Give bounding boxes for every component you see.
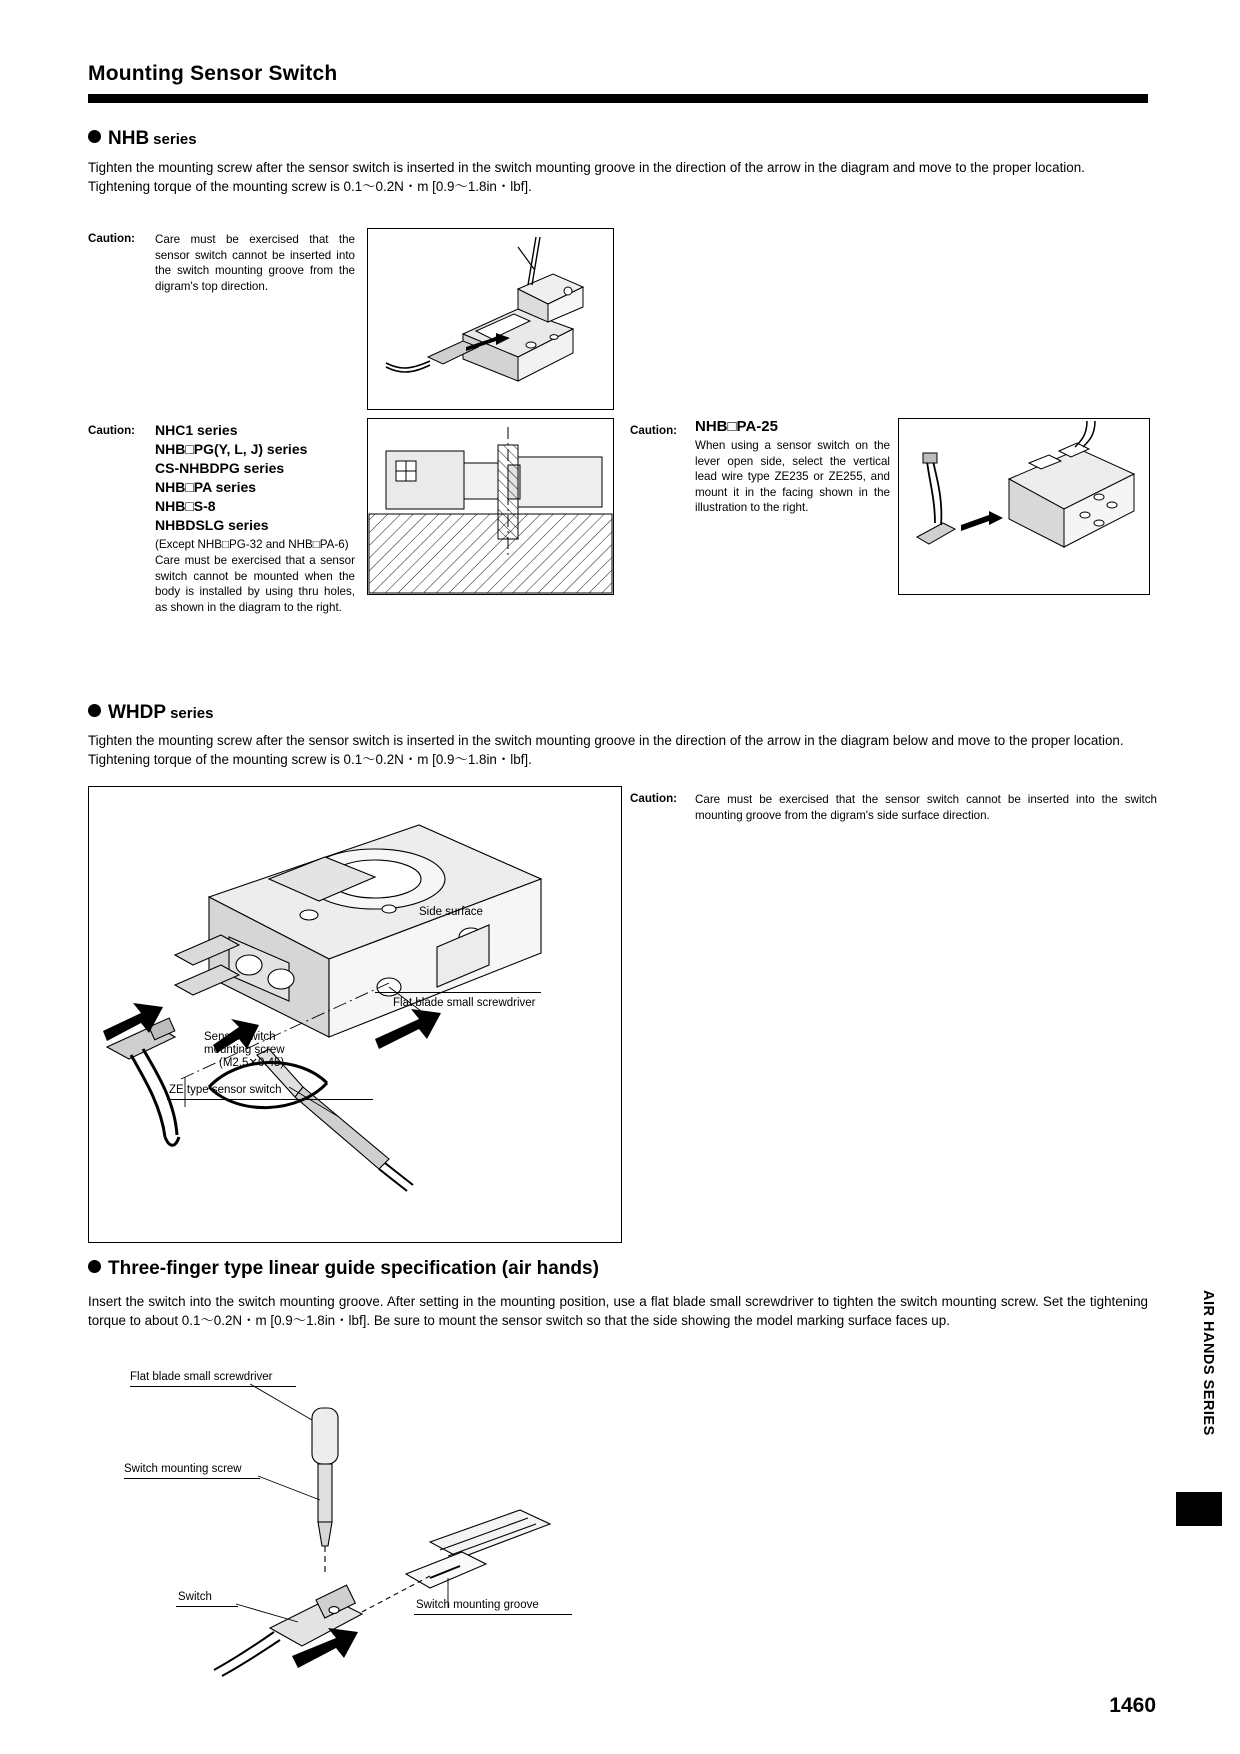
side-tab-marker (1176, 1492, 1222, 1526)
side-tab-series: AIR HANDS SERIES (1200, 1290, 1216, 1436)
caution3-heading: NHB□PA-25 (695, 418, 778, 435)
label-flat-blade-screwdriver: Flat blade small screwdriver (393, 997, 536, 1009)
caution1-text: Care must be exercised that the sensor switch cannot be inserted into the switch mounting groove from the digram's top direction. (155, 233, 355, 293)
whdp-caution-text: Care must be exercised that the sensor switch cannot be inserted into the switch mounting groove from the digram's side surface direction. (695, 793, 1157, 822)
section-nhb-title: NHB (108, 128, 150, 149)
section-three-finger-paragraph: Insert the switch into the switch mounting groove. After setting in the mounting position, use a flat blade small screwdriver to tighten the switch mounting screw. Set the tightening torque to about 0.1～0.2N・m [0.9～1.8in・lbf]. Be sure to mount the sensor switch so that the side showing the model marking surface faces up. (88, 1294, 1148, 1328)
caution1-label: Caution: (88, 232, 136, 245)
label-underline (176, 1606, 238, 1607)
caution3-label: Caution: (630, 424, 678, 437)
label-sensor-switch-mounting-screw-1: Sensor switch (204, 1031, 276, 1043)
series-item-1: NHB□PG(Y, L, J) series (155, 441, 308, 457)
caution2-text: Care must be exercised that a sensor switch cannot be mounted when the body is installed by using thru holes, as shown in the diagram to the right. (155, 554, 355, 614)
whdp-caution-label: Caution: (630, 792, 678, 805)
bullet-icon (88, 704, 101, 717)
label-ze-type-sensor-switch: ZE type sensor switch (169, 1084, 282, 1096)
section-heading-three-finger (88, 1258, 599, 1280)
label-sensor-switch-mounting-screw-2: mounting screw (204, 1044, 285, 1056)
figure-nhb-top-insertion (367, 228, 614, 410)
series-item-2: CS-NHBDPG series (155, 460, 285, 476)
label-side-surface: Side surface (419, 906, 483, 918)
label-tf-screwdriver: Flat blade small screwdriver (130, 1371, 273, 1383)
section-heading-whdp (88, 702, 213, 724)
caution2-except: (Except NHB□PG-32 and NHB□PA-6) (155, 538, 349, 551)
figure-nhb-pa25-lever (898, 418, 1150, 595)
section-nhb-paragraph: Tighten the mounting screw after the sensor switch is inserted in the switch mounting groove in the direction of the arrow in the diagram and move to the proper location. Tightening torque of the mounting screw is 0.1～0.2N・m [0.9～1.8in・lbf]. (88, 160, 1085, 194)
label-underline-2 (375, 992, 541, 993)
section-whdp-title: WHDP (108, 702, 167, 723)
label-tf-switch: Switch (178, 1591, 212, 1603)
label-tf-switch-mounting-screw: Switch mounting screw (124, 1463, 242, 1475)
label-underline (130, 1386, 296, 1387)
page-number: 1460 (1109, 1694, 1156, 1717)
bullet-icon (88, 130, 101, 143)
series-item-4: NHB□S-8 (155, 498, 216, 514)
section-nhb-subtitle: series (153, 131, 197, 148)
figure-whdp-assembly (88, 786, 622, 1243)
section-heading-nhb (88, 128, 197, 150)
caution3-text: When using a sensor switch on the lever open side, select the vertical lead wire type ZE235 or ZE255, and mount it in the facing shown in the illustration to the right. (695, 439, 890, 514)
section-three-finger-title: Three-finger type linear guide specification (air hands) (108, 1258, 599, 1279)
label-underline (124, 1478, 260, 1479)
page-title: Mounting Sensor Switch (88, 62, 338, 85)
caution2-series-list (155, 421, 355, 615)
section-whdp-subtitle: series (170, 705, 214, 722)
series-item-0: NHC1 series (155, 422, 238, 438)
figure-nhb-thru-hole-section (367, 418, 614, 595)
series-item-5: NHBDSLG series (155, 517, 269, 533)
label-underline (414, 1614, 572, 1615)
section-whdp-paragraph: Tighten the mounting screw after the sensor switch is inserted in the switch mounting groove in the direction of the arrow in the diagram below and move to the proper location. Tightening torque of the mounting screw is 0.1～0.2N・m [0.9～1.8in・lbf]. (88, 733, 1124, 767)
figure-three-finger-switch-mounting (124, 1360, 650, 1690)
label-underline (167, 1099, 373, 1100)
label-sensor-switch-mounting-screw-3: (M2.5✕0.45) (219, 1057, 285, 1069)
label-tf-switch-mounting-groove: Switch mounting groove (416, 1599, 539, 1611)
bullet-icon (88, 1260, 101, 1273)
series-item-3: NHB□PA series (155, 479, 257, 495)
caution3-body (695, 418, 890, 516)
header-rule (88, 94, 1148, 103)
caution2-label: Caution: (88, 424, 136, 437)
